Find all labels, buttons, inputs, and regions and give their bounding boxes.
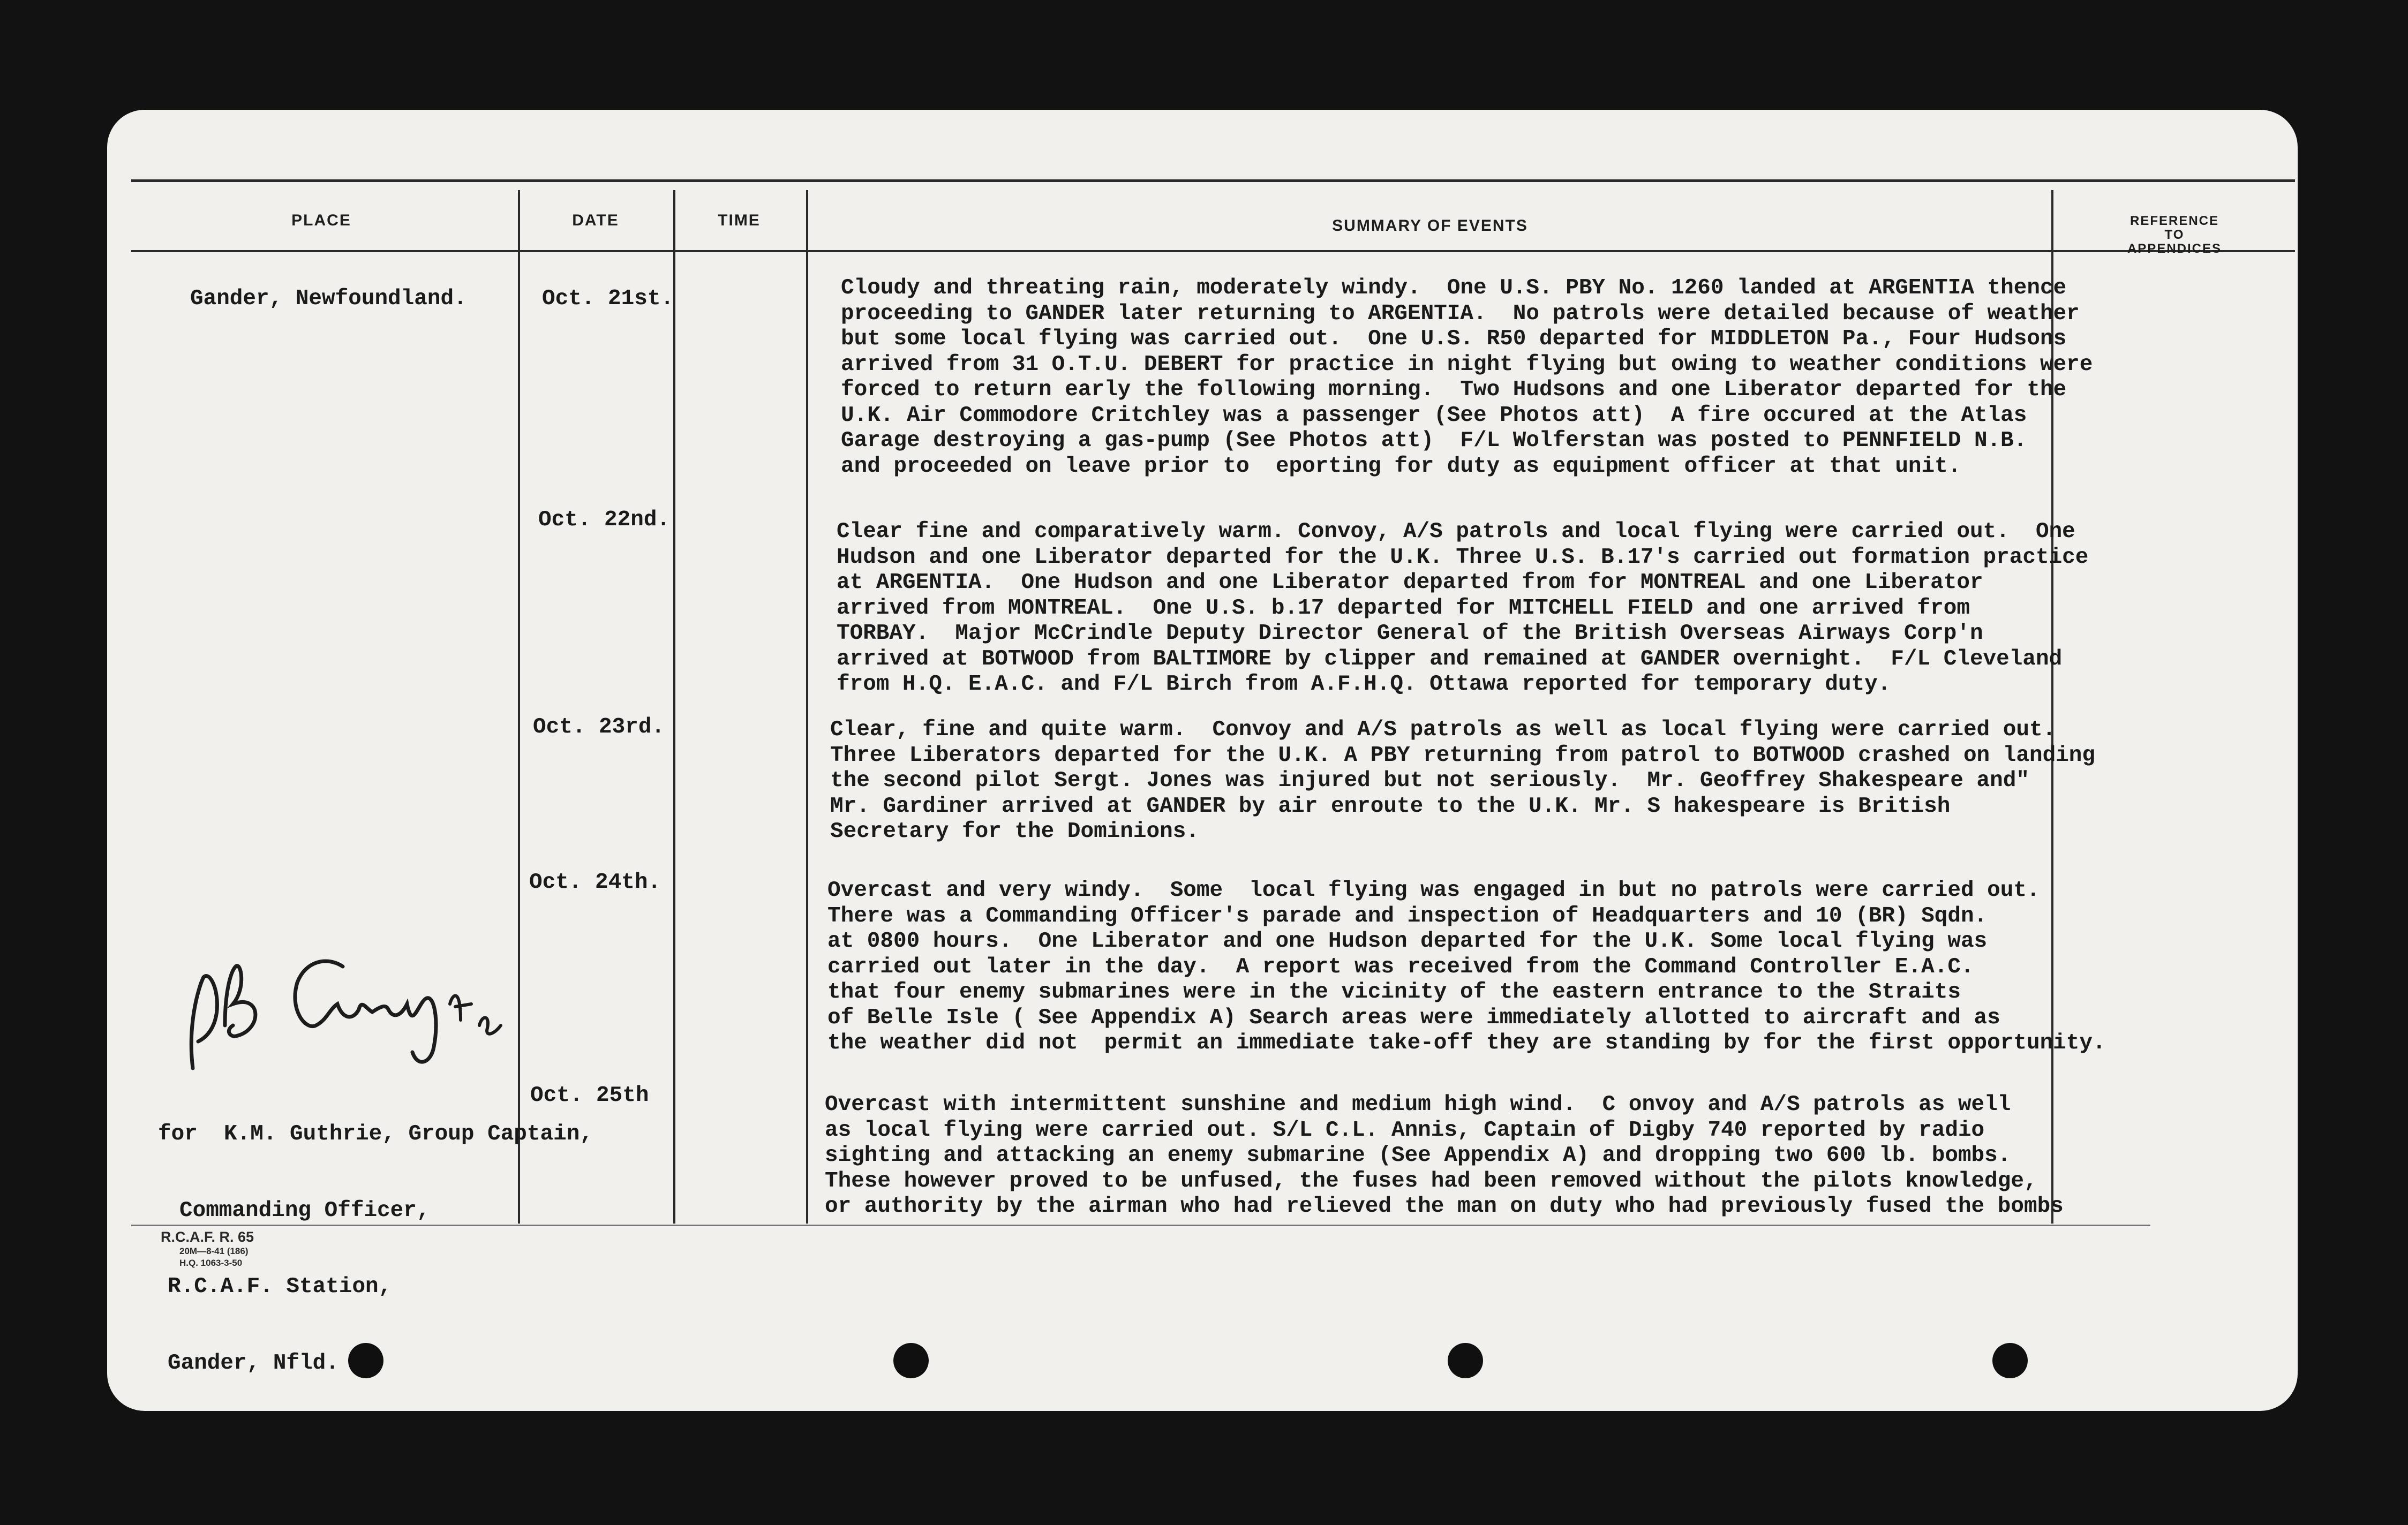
date-time-divider xyxy=(673,190,675,1224)
handwritten-signature xyxy=(182,945,514,1084)
place-cell: Gander, Newfoundland. xyxy=(190,286,467,311)
entry-oct-22: Clear fine and comparatively warm. Convoy, A/S patrols and local flying were carried out. One Hudson and one Liberator departed for the U.K. Three U.S. B.17's carried out formation practice at ARGENTIA. One Hudson and one Liberator departed from for MONTREAL and one Liberator arrived from MONTREAL. One U.S. b.17 departed for MITCHELL FIELD and one arrived from TORBAY. Major McCrindle Deputy Director General of the British Overseas Airways Corp'n arrived at BOTWOOD from BALTIMORE by clipper and remained at GANDER overnight. F/L Cleveland from H.Q. E.A.C. and F/L Birch from A.F.H.Q. Ottawa reported for temporary duty. xyxy=(837,519,2089,697)
binder-hole-4 xyxy=(1992,1343,2028,1378)
date-oct-25: Oct. 25th xyxy=(530,1083,649,1108)
entry-oct-21: Cloudy and threating rain, moderately windy. One U.S. PBY No. 1260 landed at ARGENTIA thence proceeding to GANDER later returning to ARGENTIA. No patrols were detailed because of weather but some local flying was carried out. One U.S. R50 departed for MIDDLETON Pa., Four Hudsons arrived from 31 O.T.U. DEBERT for practice in night flying but owing to weather conditions were forced to return early the following morning. Two Hudsons and one Liberator departed for the U.K. Air Commodore Critchley was a passenger (See Photos att) A fire occured at the Atlas Garage destroying a gas-pump (See Photos att) F/L Wolferstan was posted to PENNFIELD N.B. and proceeded on leave prior to eporting for duty as equipment officer at that unit. xyxy=(841,276,2093,479)
form-number xyxy=(161,1229,254,1269)
top-rule xyxy=(131,179,2295,182)
entry-oct-25: Overcast with intermittent sunshine and medium high wind. C onvoy and A/S patrols as well as local flying were carried out. S/L C.L. Annis, Captain of Digby 740 reported by radio sighting and attacking an enemy submarine (See Appendix A) and dropping two 600 lb. bombs. These however proved to be unfused, the fuses had been removed without the pilots knowledge, or authority by the airman who had relieved the man on duty who had previously fused the bombs xyxy=(825,1092,2064,1219)
header-rule xyxy=(131,250,2295,252)
date-oct-22: Oct. 22nd. xyxy=(538,508,671,532)
summary-header: SUMMARY OF EVENTS xyxy=(1332,217,1528,235)
signature-line-2: Commanding Officer, xyxy=(179,1198,430,1223)
date-oct-24: Oct. 24th. xyxy=(529,870,661,895)
time-summary-divider xyxy=(806,190,808,1224)
binder-hole-1 xyxy=(348,1343,383,1378)
reference-header: REFERENCE TO APPENDICES xyxy=(2127,214,2222,256)
form-number-line-2: 20M—8-41 (186) xyxy=(179,1246,249,1256)
entry-oct-24: Overcast and very windy. Some local flying was engaged in but no patrols were carried out. There was a Commanding Officer's parade and inspection of Headquarters and 10 (BR) Sqdn. at 0800 hours. One Liberator and one Hudson departed for the U.K. Some local flying was carried out later in the day. A report was received from the Command Controller E.A.C. that four enemy submarines were in the vicinity of the eastern entrance to the Straits of Belle Isle ( See Appendix A) Search areas were immediately allotted to aircraft and as the weather did not permit an immediate take-off they are standing by for the first opportunity. xyxy=(827,878,2106,1055)
place-date-divider xyxy=(518,190,520,1224)
time-header: TIME xyxy=(718,212,761,229)
signature-line-4: Gander, Nfld. xyxy=(168,1350,339,1376)
date-header: DATE xyxy=(572,212,619,229)
signature-line-3: R.C.A.F. Station, xyxy=(168,1274,392,1299)
binder-hole-3 xyxy=(1448,1343,1483,1378)
place-header: PLACE xyxy=(291,212,351,229)
entry-oct-23: Clear, fine and quite warm. Convoy and A/S patrols as well as local flying were carried out. Three Liberators departed for the U.K. A PBY returning from patrol to BOTWOOD crashed on landing the second pilot Sergt. Jones was injured but not seriously. Mr. Geoffrey Shakespeare and" Mr. Gardiner arrived at GANDER by air enroute to the U.K. Mr. S hakespeare is British Secretary for the Dominions. xyxy=(830,718,2095,844)
signature-line-1: for K.M. Guthrie, Group Captain, xyxy=(158,1122,593,1146)
date-oct-21: Oct. 21st. xyxy=(542,286,674,311)
form-number-line-3: H.Q. 1063-3-50 xyxy=(179,1258,243,1268)
diary-form-card xyxy=(107,110,2298,1411)
binder-hole-2 xyxy=(893,1343,929,1378)
date-oct-23: Oct. 23rd. xyxy=(533,715,665,739)
form-number-line-1: R.C.A.F. R. 65 xyxy=(161,1229,254,1245)
